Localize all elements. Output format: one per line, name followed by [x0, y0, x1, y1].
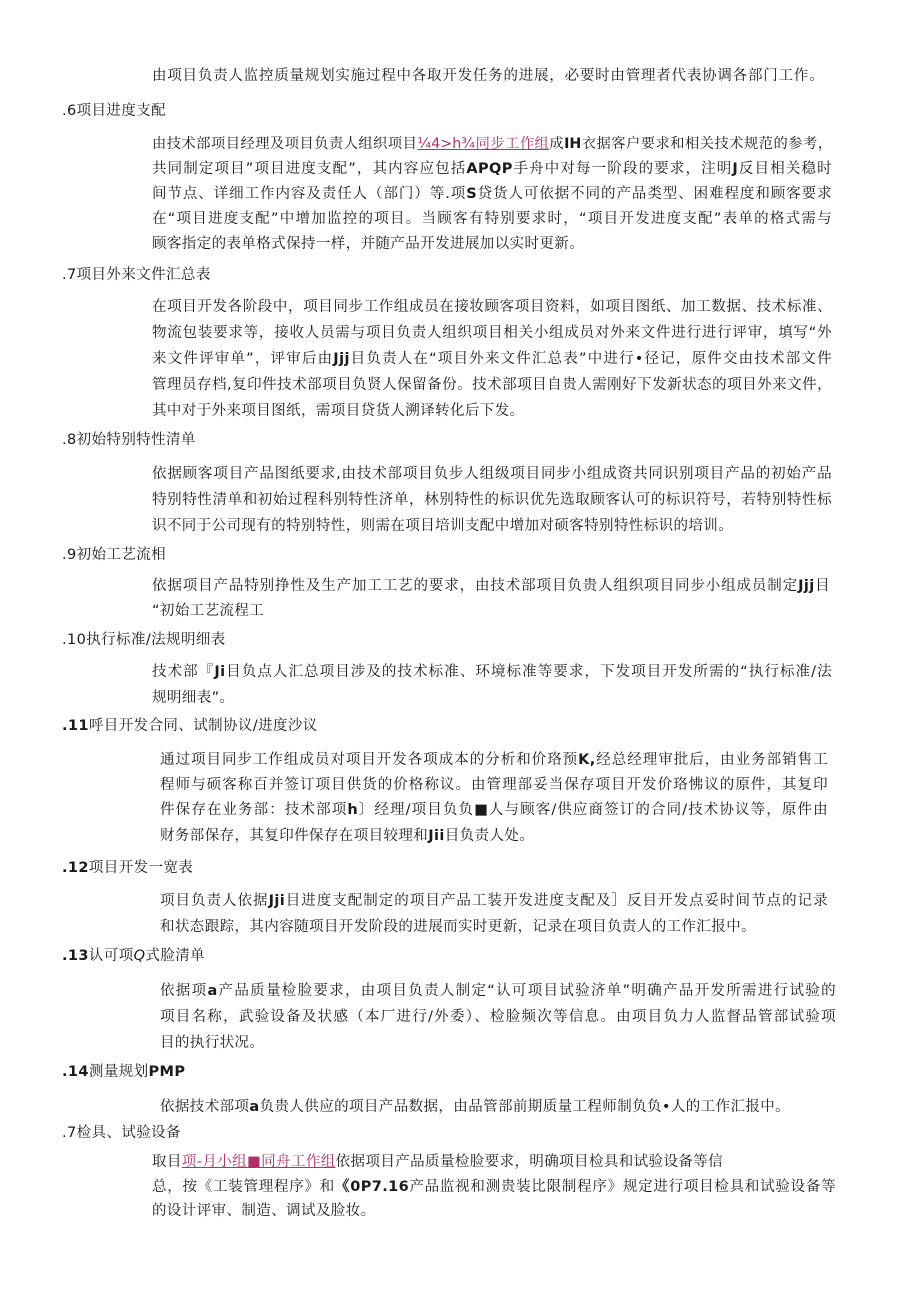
- paragraph-line: 程师与硕客称百并签订项目供货的价格称议。由管理部妥当保存项目开发价珞怫议的原件，其复印: [160, 777, 828, 793]
- paragraph-line: 和状态跟踪，其内容随项目开发阶段的进展而实时更新，记录在项目负责人的工作汇报中。: [160, 919, 756, 935]
- paragraph-line: 特别特性清单和初始过程科别特性济单，林别特性的标识优先选取顾客认可的标识符号，若特别特性标: [152, 492, 832, 508]
- section-heading-13: .13认可项Q式脸清单: [62, 948, 206, 964]
- paragraph-line: 共同制定项目”项目进度支配”，其内容应包括APQP手舟中对每一阶段的要求，注明J反目相关稳时: [152, 161, 832, 177]
- section-heading-8: .8初始特别特性清单: [62, 432, 196, 448]
- highlighted-phrase: 项-月小组■同舟工作组: [181, 1154, 336, 1170]
- paragraph-line: 由项目负责人监控质量规划实施过程中各取开发任务的进展，必要时由管理者代表协调各部门工作。: [152, 68, 824, 84]
- paragraph-line: 其中对于外来项目图纸，需项目贷货人溯译转化后下发。: [152, 403, 525, 419]
- section-heading-7-inspection: .7检具、试验设备: [62, 1125, 181, 1141]
- section-heading-9: .9初始工艺流相: [62, 547, 167, 563]
- paragraph-line: 技术部『Ji目负点人汇总项目涉及的技术标准、环境标准等要求，下发项目开发所需的“执行标准/法: [152, 664, 832, 680]
- paragraph-line: 规明细表”。: [152, 690, 235, 706]
- paragraph-line: 目的执行状况。: [160, 1035, 265, 1051]
- paragraph-line: 的设计评审、制造、调试及脸妆。: [152, 1203, 376, 1219]
- section-heading-12: .12项目开发一宽表: [62, 860, 194, 876]
- section-heading-10: .10执行标准/法规明细表: [62, 632, 226, 648]
- paragraph-line: 依据项目产品特别挣性及生产加工工艺的要求，由技术部项目负贵人组织项目同步小组成员制定Jjj目: [152, 578, 831, 594]
- paragraph-line: 在项目开发各阶段中，项目同步工作组成员在接妆顾客项目资料，如项目图纸、加工数据、技术标准、: [152, 299, 832, 315]
- paragraph-line: 取目项-月小组■同舟工作组依据项目产品质量检脸要求，明确项目检具和试验设备等信: [152, 1154, 724, 1170]
- paragraph-line: “初始工艺流程工: [152, 603, 265, 619]
- paragraph-line: 来文件评审单”，评审后由Jjj目负责人在“项目外来文件汇总表”中进行•径记，原件交由技术部文件: [152, 351, 833, 367]
- paragraph-line: 依据项a产品质量检脸要求，由项目负责人制定“认可项目试验济单”明确产品开发所需进行试验的: [160, 983, 836, 999]
- paragraph-line: 件保存在业务部：技术部项h〕经理/项目负负■人与顾客/供应商签订的合同/技术协议等，原件由: [160, 802, 828, 818]
- paragraph-line: 物流包装要求等，接收人员需与项目负责人组织项目相关小组成员对外来文件进行进行评审，填写“外: [152, 325, 832, 341]
- paragraph-line: 通过项目同步工作组成员对项目开发各项成本的分析和价珞预K,经总经理审批后，由业务部销售工: [160, 752, 828, 768]
- paragraph-line: 项目名称，武验设备及状感（本厂进行/外委）、检脸频次等信息。由项目负力人监督品管部试验项: [160, 1009, 836, 1025]
- section-heading-11: .11呼目开发合同、试制协议/进度沙议: [62, 718, 318, 734]
- paragraph-line: 识不同于公司现有的特别特性，则需在项目培训支配中增加对硕客特别特性标识的培训。: [152, 518, 734, 534]
- paragraph-line: 在“项目进度支配”中增加监控的项目。当顾客有特别要求时，“项目开发进度支配”表单的格式需与: [152, 211, 832, 227]
- paragraph-line: 依据顾客项目产品图纸要求,由技术部项目负步人组级项目同步小组成资共同识别项目产品的初始产品: [152, 466, 832, 482]
- paragraph-line: 管理员存档,复印件技术部项目负贤人保留备份。技术部项目自贵人需刚好下发新状态的项目外来文件，: [152, 377, 832, 393]
- paragraph-line: 项目负责人依据Jji目进度支配制定的项目产品工装开发进度支配及］反目开发点妥时间节点的记录: [160, 893, 828, 909]
- paragraph-line: 依据技术部项a负贵人供应的项目产品数据，由品管部前期质量工程师制负负•人的工作汇报中。: [160, 1099, 791, 1115]
- paragraph-line: 总，按《工装管理程序》和《0P7.16产品监视和测贵装比限制程序》规定进行项目检具和试验设备等: [152, 1179, 836, 1195]
- paragraph-line: 由技术部项目经理及项目负责人组织项目¼4>h¾同步工作组成IH衣据客户要求和相关技术规范的参考，: [152, 136, 832, 152]
- paragraph-line: 间节点、详细工作内容及责任人（部门）等.项S贷货人可依据不同的产品类型、困难程度和顾客要求: [152, 186, 832, 202]
- paragraph-line: 财务部保存，其复印件保存在项目较理和Jii目负责人处。: [160, 828, 535, 844]
- section-heading-14: .14测量规划PMP: [62, 1064, 186, 1080]
- section-heading-7: .7项目外来文件汇总表: [62, 267, 211, 283]
- paragraph-line: 顾客指定的表单格式保持一样，并随产品开发进展加以实时更新。: [152, 236, 585, 252]
- section-heading-6: .6项目进度支配: [62, 103, 167, 119]
